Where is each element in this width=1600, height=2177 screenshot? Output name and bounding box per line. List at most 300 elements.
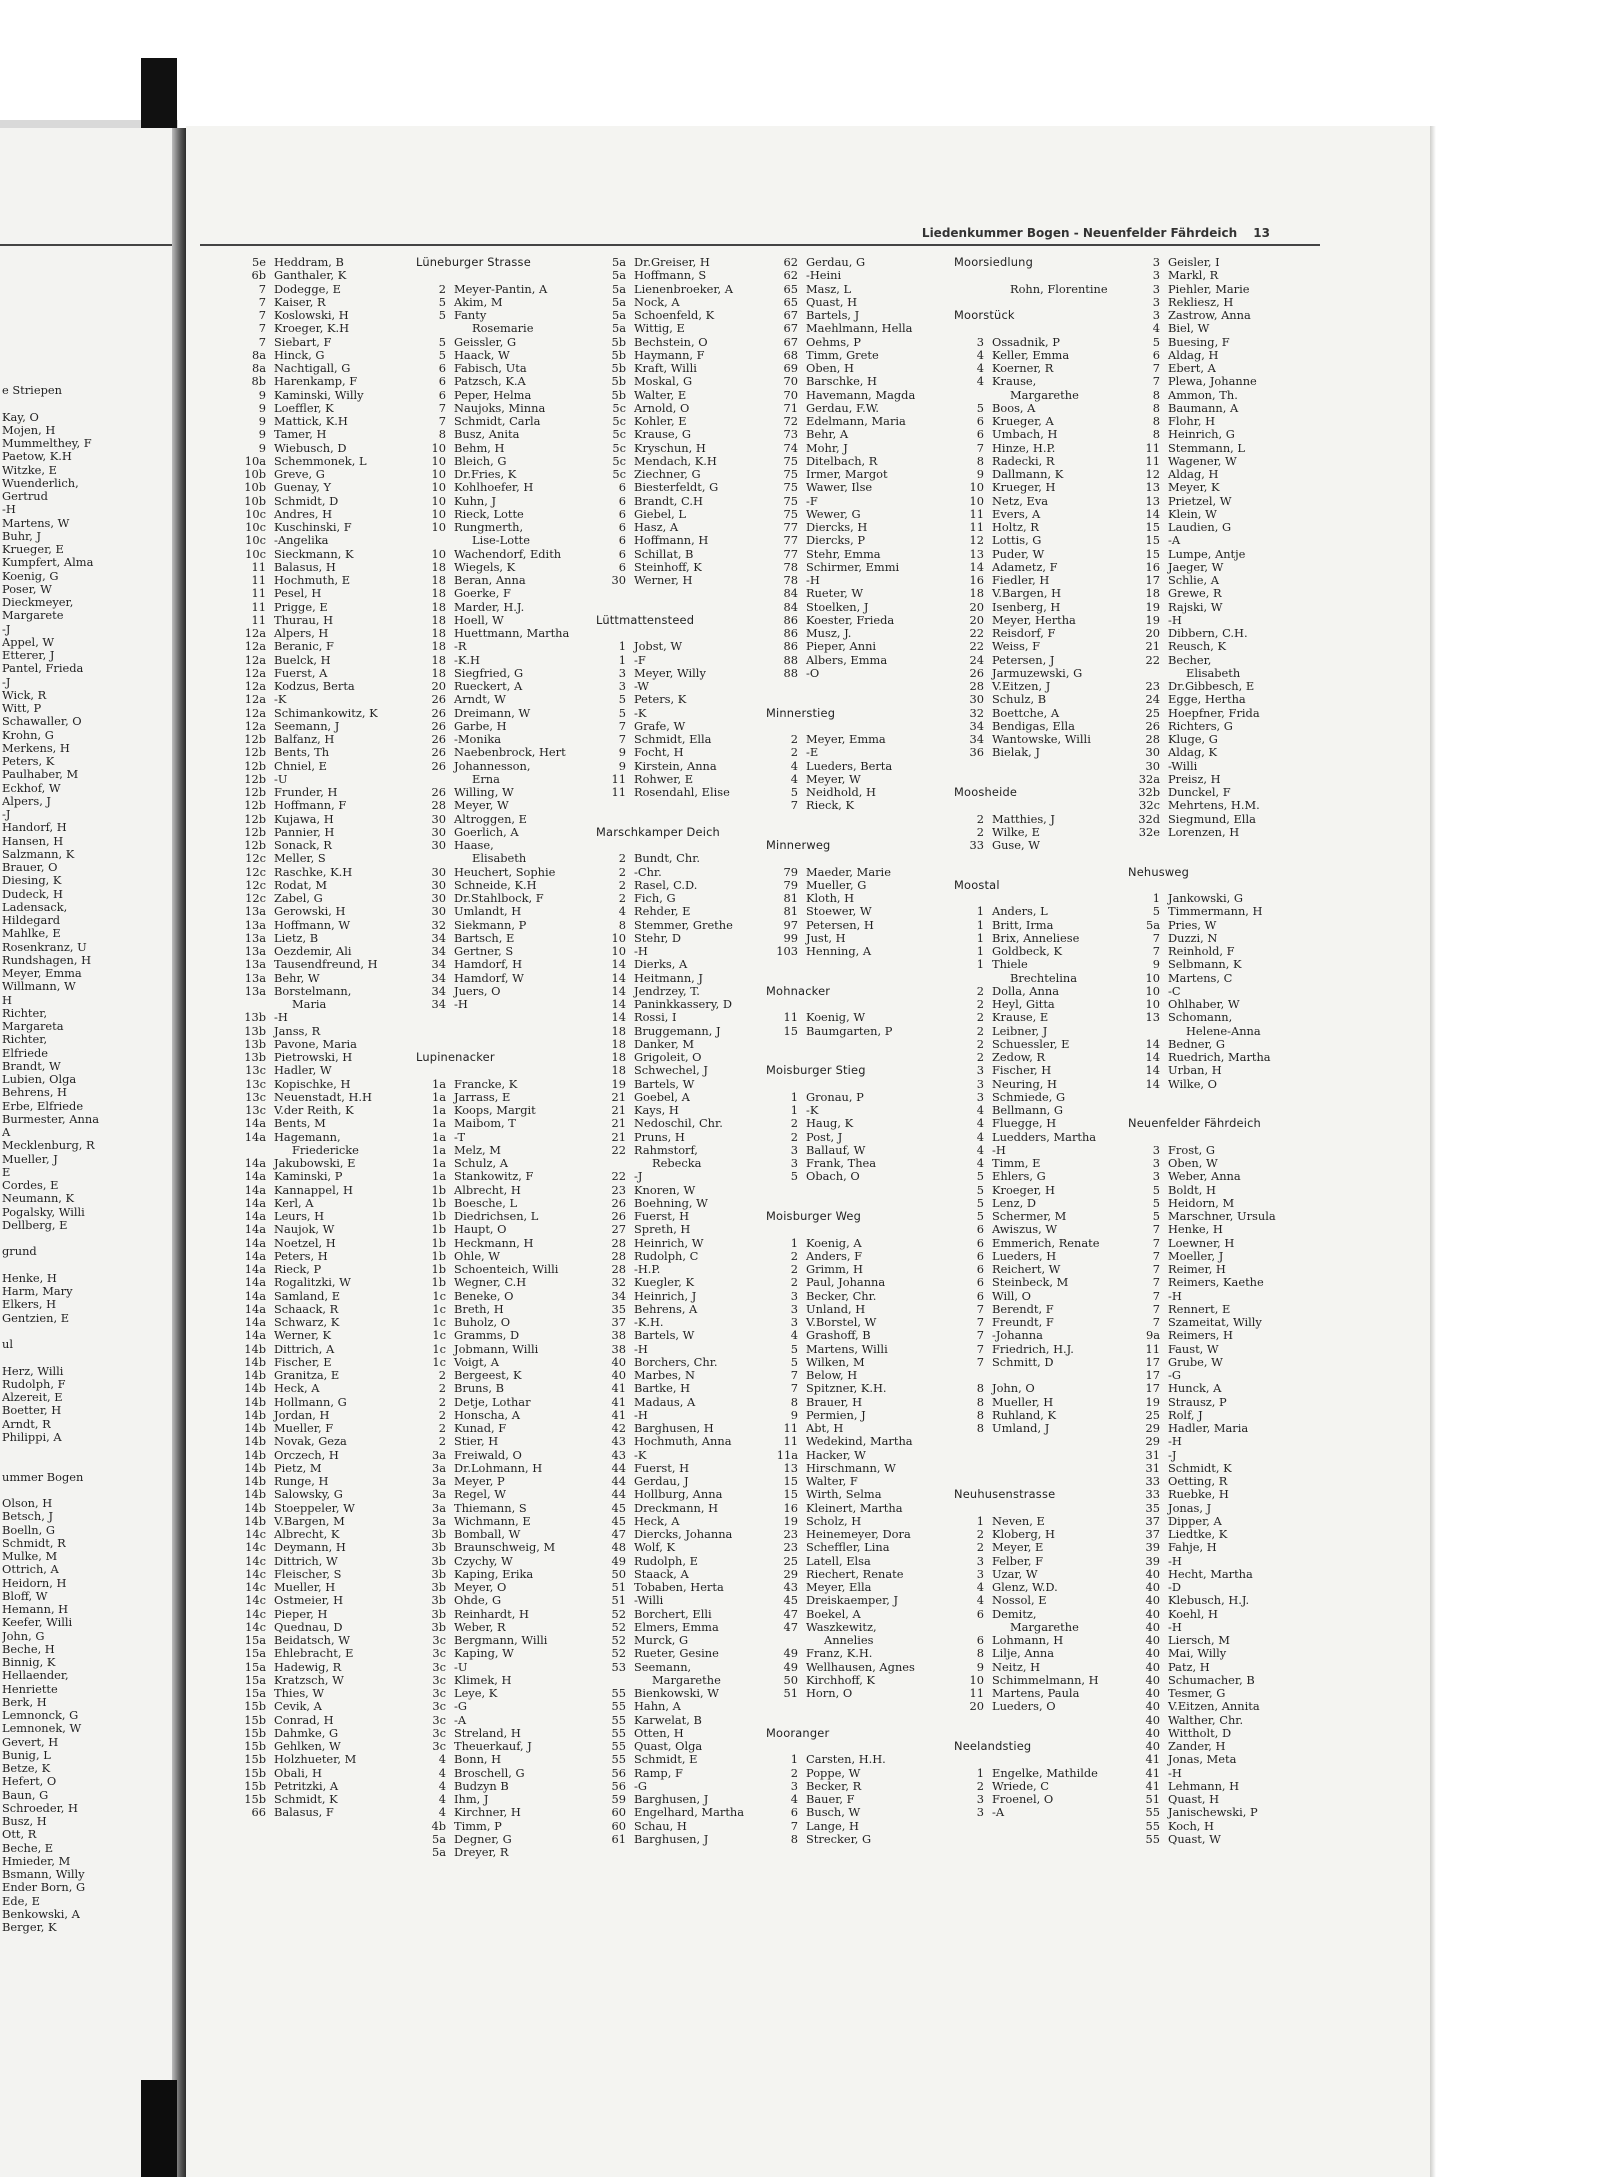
resident-name: Stier, H xyxy=(454,1435,499,1449)
resident-name: Balasus, F xyxy=(274,1806,334,1820)
resident-entry xyxy=(1128,1753,1276,1766)
house-number: 18 xyxy=(611,1024,626,1038)
resident-entry xyxy=(596,481,744,494)
resident-name: Schimmelmann, H xyxy=(992,1673,1099,1687)
house-number: 77 xyxy=(783,521,798,534)
resident-name: Weber, R xyxy=(454,1620,506,1634)
resident-entry xyxy=(954,945,1108,958)
house-number: 7 xyxy=(1152,945,1160,958)
house-number: 14 xyxy=(1145,1064,1160,1078)
resident-name: Schneide, K.H xyxy=(454,878,537,892)
resident-entry xyxy=(232,1621,378,1634)
resident-entry xyxy=(954,389,1108,402)
resident-name: Siegfried, G xyxy=(454,666,524,680)
house-number: 14a xyxy=(244,1289,266,1303)
house-number: 88 xyxy=(783,653,798,667)
house-number: 18 xyxy=(431,640,446,654)
house-number: 30 xyxy=(431,892,446,905)
resident-name: Pannier, H xyxy=(274,825,335,839)
resident-name: Boldt, H xyxy=(1168,1183,1216,1197)
house-number xyxy=(954,1714,984,1727)
resident-name: Kays, H xyxy=(634,1104,679,1117)
resident-name: Awiszus, W xyxy=(992,1223,1058,1237)
resident-name: Aldag, H xyxy=(1168,468,1219,481)
house-number: 7 xyxy=(976,1302,984,1316)
house-number: 33 xyxy=(1145,1475,1160,1488)
resident-entry xyxy=(766,1528,915,1541)
directory-column xyxy=(766,256,915,1846)
resident-name: Buesing, F xyxy=(1168,335,1230,349)
resident-entry xyxy=(232,654,378,667)
house-number: 10 xyxy=(431,481,446,495)
resident-entry xyxy=(596,1714,744,1727)
resident-entry xyxy=(232,1210,378,1223)
street-name: Minnerstieg xyxy=(766,706,836,720)
left-page-line: Schmidt, R xyxy=(2,1536,66,1550)
resident-entry xyxy=(1128,1396,1276,1409)
house-number: 4 xyxy=(976,1157,984,1170)
resident-entry xyxy=(596,389,744,402)
house-number: 11 xyxy=(251,587,266,601)
resident-name: Diercks, P xyxy=(806,534,865,548)
resident-name: Egge, Hertha xyxy=(1168,693,1246,707)
resident-name: Maehlmann, Hella xyxy=(806,322,913,336)
house-number: 13b xyxy=(244,1037,266,1051)
house-number: 2 xyxy=(976,998,984,1011)
resident-name: Dittrich, W xyxy=(274,1554,338,1568)
resident-name: Dittrich, A xyxy=(274,1342,335,1356)
resident-entry xyxy=(596,1356,744,1369)
resident-name: Madaus, A xyxy=(634,1395,696,1409)
resident-entry xyxy=(1128,1793,1276,1806)
resident-entry xyxy=(766,1502,915,1515)
house-number: 4 xyxy=(438,1766,446,1780)
resident-entry xyxy=(416,495,569,508)
house-number: 40 xyxy=(1145,1660,1160,1674)
resident-entry xyxy=(1128,521,1276,534)
resident-name: Rosemarie xyxy=(472,322,534,336)
house-number: 6 xyxy=(976,428,984,442)
resident-name: Maria xyxy=(292,998,327,1011)
resident-name: Buelck, H xyxy=(274,653,331,667)
resident-name: Heddram, B xyxy=(274,256,344,269)
resident-name: Meyer, Willy xyxy=(634,666,706,680)
resident-name: Heyl, Gitta xyxy=(992,998,1055,1011)
street-heading xyxy=(416,1051,569,1064)
resident-name: Budzyn B xyxy=(454,1779,509,1793)
resident-name: -H xyxy=(1168,1289,1182,1303)
house-number: 18 xyxy=(431,666,446,680)
resident-entry xyxy=(232,1303,378,1316)
resident-entry xyxy=(596,1316,744,1329)
house-number: 12b xyxy=(244,746,266,760)
resident-name: Breth, H xyxy=(454,1302,504,1316)
resident-name: Loewner, H xyxy=(1168,1236,1235,1250)
resident-entry xyxy=(596,1223,744,1236)
resident-entry xyxy=(416,1250,569,1263)
resident-entry xyxy=(232,892,378,905)
resident-name: Gerdau, F.W. xyxy=(806,401,880,415)
resident-name: Biel, W xyxy=(1168,322,1210,336)
house-number: 9 xyxy=(258,388,266,402)
house-number: 2 xyxy=(976,1779,984,1793)
resident-entry xyxy=(232,972,378,985)
house-number xyxy=(416,534,446,547)
house-number: 20 xyxy=(969,600,984,614)
resident-entry xyxy=(1128,495,1276,508)
house-number: 2 xyxy=(790,1117,798,1131)
resident-entry xyxy=(416,1131,569,1144)
resident-entry xyxy=(596,1502,744,1515)
resident-entry xyxy=(1128,958,1276,971)
resident-name: Pavone, Maria xyxy=(274,1037,357,1051)
resident-name: Dibbern, C.H. xyxy=(1168,627,1248,640)
resident-name: V.der Reith, K xyxy=(274,1104,354,1117)
resident-name: Reinhold, F xyxy=(1168,945,1235,958)
resident-entry xyxy=(596,760,744,773)
resident-entry xyxy=(954,1462,1108,1475)
house-number: 14a xyxy=(244,1302,266,1316)
house-number: 65 xyxy=(783,295,798,309)
house-number: 72 xyxy=(783,415,798,428)
house-number: 4 xyxy=(976,375,984,389)
house-number: 49 xyxy=(783,1660,798,1674)
resident-name: Obach, O xyxy=(806,1170,860,1184)
resident-entry xyxy=(954,1197,1108,1210)
resident-name: Schmidt, D xyxy=(274,494,339,508)
house-number: 40 xyxy=(1145,1687,1160,1700)
resident-entry xyxy=(1128,402,1276,415)
street-name: Neuenfelder Fährdeich xyxy=(1128,1117,1261,1131)
house-number xyxy=(232,998,266,1011)
house-number: 10c xyxy=(245,521,266,534)
resident-entry xyxy=(954,442,1108,455)
resident-entry xyxy=(232,985,378,998)
house-number: 14c xyxy=(245,1528,266,1541)
house-number xyxy=(596,839,626,852)
resident-name: Martens, C xyxy=(1168,971,1233,985)
resident-entry xyxy=(766,972,915,985)
resident-name: Engelhard, Martha xyxy=(634,1806,745,1820)
resident-name: Mueller, H xyxy=(992,1395,1054,1409)
resident-name: Walther, Chr. xyxy=(1168,1713,1244,1727)
resident-name: Lottis, G xyxy=(992,534,1042,548)
house-number: 19 xyxy=(611,1077,626,1091)
house-number: 3c xyxy=(432,1660,446,1674)
resident-name: Lueders, H xyxy=(992,1249,1057,1263)
house-number: 10 xyxy=(969,481,984,495)
resident-entry xyxy=(1128,336,1276,349)
house-number: 50 xyxy=(783,1673,798,1687)
resident-entry xyxy=(596,1369,744,1382)
resident-name: Schau, H xyxy=(634,1819,687,1833)
house-number: 5 xyxy=(976,1183,984,1197)
resident-name: Ruebke, H xyxy=(1168,1488,1229,1502)
resident-name xyxy=(1160,852,1168,865)
resident-name: Murck, G xyxy=(634,1634,689,1647)
resident-entry xyxy=(1128,455,1276,468)
resident-name: Baumgarten, P xyxy=(806,1024,893,1038)
resident-entry xyxy=(766,1343,915,1356)
resident-entry xyxy=(232,1184,378,1197)
resident-name: Thiele xyxy=(992,958,1028,972)
resident-name: Noetzel, H xyxy=(274,1236,336,1250)
resident-name: Holzhueter, M xyxy=(274,1753,357,1767)
resident-name: V.Borstel, W xyxy=(806,1316,877,1329)
resident-entry xyxy=(1128,972,1276,985)
resident-entry xyxy=(766,1078,915,1091)
house-number: 3c xyxy=(432,1647,446,1661)
resident-name: Jonas, J xyxy=(1168,1501,1212,1515)
house-number: 8a xyxy=(251,348,266,362)
house-number: 12c xyxy=(245,865,266,879)
resident-entry xyxy=(232,720,378,733)
resident-entry xyxy=(232,1343,378,1356)
house-number: 13a xyxy=(244,945,266,958)
resident-name: Wawer, Ilse xyxy=(806,481,873,495)
left-page-line: Burmester, Anna xyxy=(2,1112,99,1126)
resident-entry xyxy=(1128,1104,1276,1117)
left-page-line: Peters, K xyxy=(2,755,55,768)
house-number: 15b xyxy=(244,1779,266,1793)
resident-name: Prigge, E xyxy=(274,600,328,614)
house-number: 22 xyxy=(1145,653,1160,667)
resident-entry xyxy=(416,1038,569,1051)
resident-name: Siekmann, P xyxy=(454,918,527,932)
resident-entry xyxy=(416,1541,569,1554)
resident-name: Petersen, J xyxy=(992,653,1055,667)
resident-entry xyxy=(596,1594,744,1607)
resident-entry xyxy=(596,1820,744,1833)
resident-name: -H xyxy=(992,1143,1006,1157)
resident-name: Mueller, F xyxy=(274,1422,334,1435)
house-number: 103 xyxy=(776,945,798,958)
house-number: 11 xyxy=(251,600,266,614)
resident-entry xyxy=(766,746,915,759)
resident-entry xyxy=(416,1806,569,1819)
resident-entry xyxy=(766,1422,915,1435)
resident-entry xyxy=(766,1488,915,1501)
resident-name: Czychy, W xyxy=(454,1554,513,1568)
resident-name: Meller, S xyxy=(274,852,326,866)
house-number: 10 xyxy=(431,507,446,521)
resident-name: Wolf, K xyxy=(634,1541,675,1555)
resident-entry xyxy=(1128,1740,1276,1753)
resident-name: Gertner, S xyxy=(454,945,514,958)
resident-name: Aldag, H xyxy=(1168,348,1219,362)
resident-entry xyxy=(954,1038,1108,1051)
left-page-line: Gevert, H xyxy=(2,1735,59,1749)
resident-name: Piehler, Marie xyxy=(1168,282,1250,296)
resident-entry xyxy=(596,468,744,481)
resident-entry xyxy=(596,693,744,706)
resident-entry xyxy=(766,1767,915,1780)
resident-entry xyxy=(766,1356,915,1369)
resident-entry xyxy=(766,1276,915,1289)
house-number: 6 xyxy=(618,507,626,521)
resident-name: -H xyxy=(1168,613,1182,627)
house-number: 14c xyxy=(245,1594,266,1608)
resident-name: Novak, Geza xyxy=(274,1435,347,1449)
resident-name: -Chr. xyxy=(634,865,662,879)
resident-name: Tesmer, G xyxy=(1168,1687,1226,1700)
resident-entry xyxy=(1128,1303,1276,1316)
resident-name: Becher, xyxy=(1168,653,1212,667)
house-number: 6 xyxy=(618,534,626,548)
resident-name: Naebenbrock, Hert xyxy=(454,746,566,760)
resident-entry xyxy=(1128,813,1276,826)
resident-entry xyxy=(416,945,569,958)
house-number: 19 xyxy=(1145,600,1160,614)
resident-entry xyxy=(232,826,378,839)
house-number: 67 xyxy=(783,335,798,349)
resident-entry xyxy=(954,574,1108,587)
house-number: 6 xyxy=(976,1634,984,1647)
house-number: 77 xyxy=(783,534,798,548)
resident-entry xyxy=(766,654,915,667)
resident-entry xyxy=(954,1568,1108,1581)
resident-name: Schulz, A xyxy=(454,1157,508,1170)
house-number xyxy=(766,1078,798,1091)
resident-name: -H xyxy=(454,998,468,1011)
resident-name: Stoeppeler, W xyxy=(274,1501,355,1515)
house-number: 18 xyxy=(431,613,446,627)
resident-name: Fiedler, H xyxy=(992,574,1050,587)
house-number: 9 xyxy=(976,468,984,481)
house-number: 14 xyxy=(969,560,984,574)
resident-entry xyxy=(596,1475,744,1488)
street-name: Mohnacker xyxy=(766,984,831,998)
resident-entry xyxy=(766,1223,915,1236)
resident-name: John, O xyxy=(992,1382,1035,1396)
resident-name: Masz, L xyxy=(806,282,852,296)
resident-entry xyxy=(596,972,744,985)
resident-name: Biesterfeldt, G xyxy=(634,481,719,495)
house-number: 7 xyxy=(790,1819,798,1833)
resident-name: Greve, G xyxy=(274,468,325,481)
left-page-line: Lubien, Olga xyxy=(2,1073,77,1086)
house-number: 41 xyxy=(611,1408,626,1422)
left-page xyxy=(0,128,172,2177)
resident-name: Stoelken, J xyxy=(806,600,869,614)
house-number: 12c xyxy=(245,892,266,905)
resident-entry xyxy=(954,813,1108,826)
resident-entry xyxy=(954,362,1108,375)
left-page-line: Rosenkranz, U xyxy=(2,940,87,954)
house-number: 3b xyxy=(431,1567,446,1581)
resident-entry xyxy=(954,746,1108,759)
resident-entry xyxy=(954,998,1108,1011)
resident-entry xyxy=(766,322,915,335)
resident-name xyxy=(1160,879,1168,892)
resident-entry xyxy=(954,1104,1108,1117)
resident-entry xyxy=(954,1396,1108,1409)
resident-entry xyxy=(1128,1714,1276,1727)
resident-name: Brauer, H xyxy=(806,1395,863,1409)
left-page-line: Wick, R xyxy=(2,688,47,702)
house-number: 14a xyxy=(244,1249,266,1263)
resident-name: Stehr, D xyxy=(634,931,682,945)
resident-entry xyxy=(1128,1700,1276,1713)
resident-entry xyxy=(596,985,744,998)
resident-name: Koester, Frieda xyxy=(806,613,895,627)
house-number xyxy=(766,826,798,839)
house-number: 13b xyxy=(244,1011,266,1025)
house-number: 11 xyxy=(1145,1342,1160,1356)
house-number: 5b xyxy=(611,335,626,349)
left-page-line: Beche, E xyxy=(2,1841,54,1855)
resident-name: Hollburg, Anna xyxy=(634,1488,723,1502)
resident-name xyxy=(798,693,806,706)
resident-name: Peters, H xyxy=(274,1249,328,1263)
house-number: 86 xyxy=(783,613,798,627)
resident-entry xyxy=(416,508,569,521)
resident-name: Selbmann, K xyxy=(1168,958,1242,972)
left-page-line: Etterer, J xyxy=(2,649,55,662)
resident-name: Poppe, W xyxy=(806,1766,861,1780)
house-number: 12a xyxy=(244,680,266,693)
resident-name: Evers, A xyxy=(992,507,1041,521)
resident-entry xyxy=(232,852,378,865)
resident-name: Boesche, L xyxy=(454,1196,518,1210)
house-number: 4 xyxy=(976,1594,984,1608)
resident-name: Schmidt, Ella xyxy=(634,733,712,746)
resident-name: Reisdorf, F xyxy=(992,627,1056,640)
resident-name: Leibner, J xyxy=(992,1024,1048,1038)
resident-name xyxy=(798,972,806,985)
resident-name: Beneke, O xyxy=(454,1289,514,1303)
house-number: 34 xyxy=(969,719,984,733)
house-number: 37 xyxy=(1145,1528,1160,1541)
resident-entry xyxy=(766,1541,915,1554)
resident-name: V.Eitzen, J xyxy=(992,680,1051,693)
house-number: 21 xyxy=(611,1104,626,1117)
resident-entry xyxy=(1128,1223,1276,1236)
resident-entry xyxy=(1128,826,1276,839)
resident-name: Bartels, W xyxy=(634,1077,695,1091)
resident-entry xyxy=(232,428,378,441)
resident-name: Bleich, G xyxy=(454,454,507,468)
resident-entry xyxy=(232,481,378,494)
house-number: 6 xyxy=(618,481,626,495)
house-number: 17 xyxy=(1145,1382,1160,1396)
house-number: 7 xyxy=(618,733,626,746)
house-number: 13a xyxy=(244,971,266,985)
house-number: 3 xyxy=(1152,282,1160,296)
resident-entry xyxy=(954,269,1108,282)
resident-entry xyxy=(954,1541,1108,1554)
resident-name xyxy=(984,1475,992,1488)
resident-name: -A xyxy=(454,1713,467,1727)
resident-name: Ostmeier, H xyxy=(274,1594,344,1608)
resident-entry xyxy=(1128,1634,1276,1647)
street-heading xyxy=(416,256,569,269)
resident-name: Kuegler, K xyxy=(634,1276,694,1290)
resident-name xyxy=(984,1714,992,1727)
resident-entry xyxy=(766,1184,915,1197)
house-number: 7 xyxy=(1152,1276,1160,1290)
house-number: 5 xyxy=(618,706,626,720)
house-number xyxy=(954,1753,984,1766)
resident-name: -K.H xyxy=(454,653,480,667)
house-number: 1 xyxy=(790,1090,798,1104)
resident-name: Werner, K xyxy=(274,1329,331,1343)
resident-entry xyxy=(766,1753,915,1766)
resident-entry xyxy=(416,1568,569,1581)
house-number: 55 xyxy=(1145,1832,1160,1846)
house-number: 33 xyxy=(1145,1488,1160,1502)
resident-name: Kannappel, H xyxy=(274,1183,353,1197)
